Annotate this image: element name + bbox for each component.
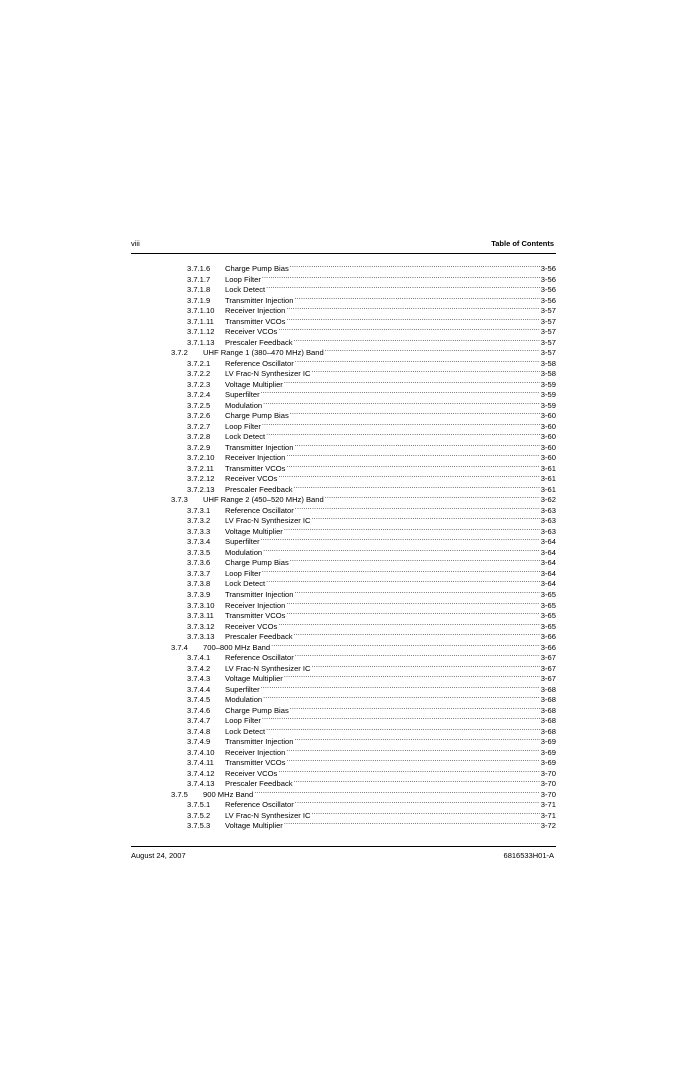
toc-entry-number: 3.7.3.13: [187, 632, 215, 642]
toc-entry-page: 3-56: [540, 274, 556, 284]
toc-entry[interactable]: [187, 324, 556, 335]
dot-leader: [286, 461, 539, 471]
toc-entry-number: 3.7.1.10: [187, 306, 215, 316]
running-header-title: Table of Contents: [491, 239, 554, 248]
toc-entry-page: 3-64: [540, 568, 556, 578]
toc-entry-page: 3-70: [540, 779, 556, 789]
toc-entry-title: Lock Detect: [225, 579, 266, 589]
header-rule: [131, 253, 556, 254]
dot-leader: [266, 724, 540, 734]
dot-leader: [284, 524, 540, 534]
toc-entry[interactable]: [187, 261, 556, 272]
toc-entry-page: 3-59: [540, 400, 556, 410]
toc-entry-number: 3.7.4.4: [187, 684, 211, 694]
dot-leader: [278, 619, 539, 629]
toc-entry-page: 3-69: [540, 747, 556, 757]
toc-entry-number: 3.7.3: [171, 495, 188, 505]
toc-entry-page: 3-67: [540, 653, 556, 663]
toc-entry[interactable]: [187, 471, 556, 482]
toc-entry-page: 3-65: [540, 611, 556, 621]
toc-entry-number: 3.7.3.8: [187, 579, 211, 589]
toc-entry[interactable]: [187, 524, 556, 535]
toc-entry-title: Modulation: [225, 400, 263, 410]
toc-entry-title: Receiver Injection: [225, 600, 286, 610]
toc-entry-number: 3.7.2.7: [187, 421, 211, 431]
toc-section-entry[interactable]: [171, 640, 556, 651]
dot-leader: [284, 818, 540, 828]
toc-entry[interactable]: [187, 629, 556, 640]
dot-leader: [286, 755, 539, 765]
toc-entry[interactable]: [187, 766, 556, 777]
toc-entry-title: Prescaler Feedback: [225, 632, 293, 642]
toc-entry-number: 3.7.3.2: [187, 516, 211, 526]
toc-entry-title: Voltage Multiplier: [225, 674, 283, 684]
toc-entry-number: 3.7.3.11: [187, 611, 214, 621]
toc-entry-number: 3.7.4.2: [187, 663, 211, 673]
toc-entry-number: 3.7.4.3: [187, 674, 211, 684]
toc-entry-number: 3.7.4.12: [187, 768, 215, 778]
toc-entry-title: Receiver Injection: [225, 747, 286, 757]
toc-entry-number: 3.7.4.8: [187, 726, 211, 736]
toc-entry-title: Receiver VCOs: [225, 768, 278, 778]
dot-leader: [278, 766, 539, 776]
toc-entry-title: Lock Detect: [225, 726, 266, 736]
toc-entry[interactable]: [187, 682, 556, 693]
dot-leader: [254, 787, 540, 797]
toc-entry[interactable]: [187, 619, 556, 630]
toc-section-entry[interactable]: [171, 492, 556, 503]
toc-entry[interactable]: [187, 482, 556, 493]
toc-entry-title: Modulation: [225, 547, 263, 557]
toc-entry[interactable]: [187, 661, 556, 672]
toc-entry-number: 3.7.4.10: [187, 747, 215, 757]
toc-entry[interactable]: [187, 692, 556, 703]
toc-entry-title: Reference Oscillator: [225, 653, 294, 663]
toc-entry-title: LV Frac-N Synthesizer IC: [225, 369, 311, 379]
toc-entry-title: Transmitter VCOs: [225, 463, 286, 473]
toc-entry-number: 3.7.3.3: [187, 526, 211, 536]
dot-leader: [266, 282, 540, 292]
toc-entry[interactable]: [187, 703, 556, 714]
dot-leader: [295, 503, 540, 513]
toc-entry[interactable]: [187, 398, 556, 409]
toc-entry[interactable]: [187, 724, 556, 735]
toc-entry-title: Reference Oscillator: [225, 358, 294, 368]
toc-entry-number: 3.7.4.11: [187, 758, 214, 768]
toc-entry-number: 3.7.1.9: [187, 295, 211, 305]
toc-entry[interactable]: [187, 513, 556, 524]
dot-leader: [261, 534, 540, 544]
toc-entry[interactable]: [187, 576, 556, 587]
toc-entry-number: 3.7.4.6: [187, 705, 211, 715]
toc-entry-page: 3-59: [540, 390, 556, 400]
toc-entry-page: 3-65: [540, 589, 556, 599]
dot-leader: [290, 261, 540, 271]
toc-entry-number: 3.7.5.1: [187, 800, 211, 810]
toc-section-entry[interactable]: [171, 787, 556, 798]
toc-entry-number: 3.7.2.9: [187, 442, 211, 452]
toc-entry[interactable]: [187, 461, 556, 472]
toc-entry-page: 3-67: [540, 663, 556, 673]
toc-entry[interactable]: [187, 450, 556, 461]
dot-leader: [271, 640, 540, 650]
toc-entry-title: Transmitter VCOs: [225, 316, 286, 326]
toc-entry-number: 3.7.1.12: [187, 327, 215, 337]
toc-entry[interactable]: [187, 293, 556, 304]
toc-entry-page: 3-72: [540, 821, 556, 831]
toc-entry-page: 3-64: [540, 537, 556, 547]
toc-entry-number: 3.7.2.13: [187, 484, 215, 494]
toc-entry-title: Transmitter Injection: [225, 737, 294, 747]
toc-entry-title: Receiver VCOs: [225, 474, 278, 484]
toc-entry-page: 3-61: [540, 463, 556, 473]
toc-entry-title: Modulation: [225, 695, 263, 705]
toc-entry-number: 3.7.2.2: [187, 369, 211, 379]
toc-entry-title: Lock Detect: [225, 285, 266, 295]
toc-entry-number: 3.7.2.1: [187, 358, 211, 368]
toc-entry-title: Voltage Multiplier: [225, 821, 283, 831]
dot-leader: [262, 419, 540, 429]
toc-entry[interactable]: [187, 755, 556, 766]
dot-leader: [286, 598, 539, 608]
toc-entry-page: 3-56: [540, 285, 556, 295]
toc-entry-number: 3.7.4.9: [187, 737, 211, 747]
dot-leader: [312, 366, 540, 376]
toc-entry[interactable]: [187, 797, 556, 808]
dot-leader: [262, 713, 540, 723]
toc-entry-number: 3.7.3.12: [187, 621, 215, 631]
toc-entry-page: 3-59: [540, 379, 556, 389]
toc-entry-page: 3-58: [540, 369, 556, 379]
toc-entry[interactable]: [187, 366, 556, 377]
toc-entry-page: 3-64: [540, 579, 556, 589]
toc-entry-page: 3-58: [540, 358, 556, 368]
toc-entry-page: 3-68: [540, 716, 556, 726]
toc-entry-title: Loop Filter: [225, 421, 261, 431]
toc-entry-title: Receiver VCOs: [225, 621, 278, 631]
toc-entry-title: Voltage Multiplier: [225, 526, 283, 536]
toc-entry-title: Transmitter Injection: [225, 589, 294, 599]
toc-entry[interactable]: [187, 587, 556, 598]
toc-entry-page: 3-60: [540, 432, 556, 442]
toc-entry-page: 3-57: [540, 348, 556, 358]
toc-entry-number: 3.7.2.12: [187, 474, 215, 484]
dot-leader: [290, 703, 540, 713]
toc-entry-title: Transmitter Injection: [225, 295, 294, 305]
toc-entry-number: 3.7.3.5: [187, 547, 211, 557]
toc-entry-page: 3-67: [540, 674, 556, 684]
toc-entry[interactable]: [187, 818, 556, 829]
toc-entry-title: Receiver Injection: [225, 453, 286, 463]
toc-entry-page: 3-71: [540, 800, 556, 810]
dot-leader: [312, 808, 540, 818]
toc-entry-number: 3.7.2: [171, 348, 188, 358]
toc-entry[interactable]: [187, 408, 556, 419]
toc-entry[interactable]: [187, 734, 556, 745]
toc-entry[interactable]: [187, 440, 556, 451]
dot-leader: [261, 682, 540, 692]
toc-entry-title: Loop Filter: [225, 716, 261, 726]
toc-entry-number: 3.7.4.7: [187, 716, 211, 726]
toc-entry-title: Receiver VCOs: [225, 327, 278, 337]
toc-entry[interactable]: [187, 745, 556, 756]
toc-entry-page: 3-57: [540, 337, 556, 347]
toc-entry-page: 3-68: [540, 695, 556, 705]
toc-entry-title: Receiver Injection: [225, 306, 286, 316]
toc-entry-page: 3-60: [540, 453, 556, 463]
toc-entry-number: 3.7.4: [171, 642, 188, 652]
toc-entry-page: 3-68: [540, 684, 556, 694]
toc-entry-page: 3-68: [540, 705, 556, 715]
toc-entry[interactable]: [187, 598, 556, 609]
toc-entry[interactable]: [187, 534, 556, 545]
toc-entry-number: 3.7.3.10: [187, 600, 215, 610]
toc-entry-title: LV Frac-N Synthesizer IC: [225, 663, 311, 673]
toc-entry[interactable]: [187, 272, 556, 283]
footer-rule: [131, 846, 556, 847]
toc-entry-number: 3.7.2.3: [187, 379, 211, 389]
toc-entry-number: 3.7.1.8: [187, 285, 211, 295]
dot-leader: [286, 314, 539, 324]
toc-entry-title: Transmitter Injection: [225, 442, 294, 452]
toc-entry[interactable]: [187, 303, 556, 314]
dot-leader: [295, 650, 540, 660]
toc-entry-page: 3-69: [540, 737, 556, 747]
toc-entry-number: 3.7.3.6: [187, 558, 211, 568]
toc-entry-title: Charge Pump Bias: [225, 705, 289, 715]
dot-leader: [263, 545, 540, 555]
dot-leader: [295, 293, 540, 303]
dot-leader: [262, 566, 540, 576]
toc-entry-page: 3-57: [540, 306, 556, 316]
toc-entry-title: 700–800 MHz Band: [203, 642, 271, 652]
dot-leader: [284, 671, 540, 681]
toc-entry-number: 3.7.4.5: [187, 695, 211, 705]
toc-entry[interactable]: [187, 713, 556, 724]
toc-entry-page: 3-64: [540, 558, 556, 568]
toc-entry-number: 3.7.2.4: [187, 390, 211, 400]
toc-entry-title: UHF Range 1 (380–470 MHz) Band: [203, 348, 324, 358]
toc-entry-page: 3-63: [540, 526, 556, 536]
dot-leader: [290, 408, 540, 418]
footer-date: August 24, 2007: [131, 851, 186, 860]
toc-entry[interactable]: [187, 545, 556, 556]
toc-entry-number: 3.7.2.6: [187, 411, 211, 421]
toc-entry-title: Superfilter: [225, 537, 260, 547]
dot-leader: [286, 450, 539, 460]
toc-entry[interactable]: [187, 650, 556, 661]
dot-leader: [286, 303, 539, 313]
toc-entry-number: 3.7.5.3: [187, 821, 211, 831]
toc-entry-number: 3.7.4.1: [187, 653, 211, 663]
dot-leader: [286, 608, 539, 618]
toc-entry-title: Reference Oscillator: [225, 800, 294, 810]
toc-entry[interactable]: [187, 282, 556, 293]
toc-entry-page: 3-60: [540, 442, 556, 452]
toc-entry[interactable]: [187, 808, 556, 819]
toc-entry[interactable]: [187, 503, 556, 514]
toc-entry-number: 3.7.3.1: [187, 505, 211, 515]
toc-entry-page: 3-69: [540, 758, 556, 768]
toc-entry-page: 3-61: [540, 484, 556, 494]
toc-entry-page: 3-66: [540, 632, 556, 642]
toc-entry-title: Transmitter VCOs: [225, 611, 286, 621]
dot-leader: [294, 629, 540, 639]
toc-entry[interactable]: [187, 555, 556, 566]
toc-entry-number: 3.7.1.6: [187, 264, 211, 273]
dot-leader: [294, 335, 540, 345]
dot-leader: [263, 398, 540, 408]
toc-entry-number: 3.7.3.7: [187, 568, 211, 578]
toc-entry-title: LV Frac-N Synthesizer IC: [225, 516, 311, 526]
dot-leader: [286, 745, 539, 755]
page-number: viii: [131, 239, 140, 248]
toc-entry-title: LV Frac-N Synthesizer IC: [225, 810, 311, 820]
toc-entry-title: Prescaler Feedback: [225, 337, 293, 347]
toc-entry-page: 3-70: [540, 768, 556, 778]
dot-leader: [312, 513, 540, 523]
toc-entry-page: 3-56: [540, 295, 556, 305]
dot-leader: [278, 471, 539, 481]
toc-entry[interactable]: [187, 776, 556, 787]
toc-entry-page: 3-63: [540, 516, 556, 526]
toc-entry-number: 3.7.2.5: [187, 400, 211, 410]
dot-leader: [295, 587, 540, 597]
toc-entry-title: Charge Pump Bias: [225, 264, 289, 273]
toc-entry[interactable]: [187, 608, 556, 619]
toc-entry[interactable]: [187, 356, 556, 367]
dot-leader: [263, 692, 540, 702]
dot-leader: [295, 440, 540, 450]
toc-entry-number: 3.7.2.10: [187, 453, 215, 463]
toc-entry-title: Loop Filter: [225, 274, 261, 284]
toc-entry[interactable]: [187, 429, 556, 440]
dot-leader: [325, 492, 540, 502]
dot-leader: [295, 734, 540, 744]
dot-leader: [284, 377, 540, 387]
toc-entry-title: Lock Detect: [225, 432, 266, 442]
toc-entry-title: Loop Filter: [225, 568, 261, 578]
toc-entry[interactable]: [187, 335, 556, 346]
toc-entry-page: 3-65: [540, 600, 556, 610]
toc-entry-page: 3-64: [540, 547, 556, 557]
toc-entry-page: 3-71: [540, 810, 556, 820]
dot-leader: [294, 776, 540, 786]
toc-entry-number: 3.7.3.9: [187, 589, 211, 599]
dot-leader: [278, 324, 539, 334]
toc-entry-page: 3-61: [540, 474, 556, 484]
toc-entry-title: Reference Oscillator: [225, 505, 294, 515]
toc-entry-number: 3.7.5.2: [187, 810, 211, 820]
toc-entry-title: Charge Pump Bias: [225, 411, 289, 421]
toc-entry-number: 3.7.1.11: [187, 316, 214, 326]
toc-entry[interactable]: [187, 377, 556, 388]
toc-entry-number: 3.7.2.11: [187, 463, 214, 473]
toc-entry-title: Superfilter: [225, 390, 260, 400]
toc-entry-page: 3-60: [540, 421, 556, 431]
dot-leader: [295, 797, 540, 807]
dot-leader: [312, 661, 540, 671]
dot-leader: [325, 345, 540, 355]
toc-entry-title: Charge Pump Bias: [225, 558, 289, 568]
toc-entry-page: 3-56: [540, 264, 556, 273]
toc-entry[interactable]: [187, 566, 556, 577]
toc-entry[interactable]: [187, 671, 556, 682]
toc-entry-page: 3-60: [540, 411, 556, 421]
toc-section-entry[interactable]: [171, 345, 556, 356]
toc-entry-title: Prescaler Feedback: [225, 484, 293, 494]
toc-entry-title: 900 MHz Band: [203, 789, 254, 799]
toc-entry-page: 3-57: [540, 316, 556, 326]
toc-entry-number: 3.7.5: [171, 789, 188, 799]
table-of-contents: [0, 261, 695, 829]
toc-entry[interactable]: [187, 419, 556, 430]
toc-entry-title: Prescaler Feedback: [225, 779, 293, 789]
toc-entry[interactable]: [187, 314, 556, 325]
toc-entry-page: 3-57: [540, 327, 556, 337]
dot-leader: [266, 429, 540, 439]
dot-leader: [262, 272, 540, 282]
toc-entry-page: 3-68: [540, 726, 556, 736]
toc-entry-number: 3.7.4.13: [187, 779, 215, 789]
toc-entry-page: 3-62: [540, 495, 556, 505]
toc-entry-page: 3-66: [540, 642, 556, 652]
dot-leader: [261, 387, 540, 397]
footer-doc-id: 6816533H01-A: [503, 851, 554, 860]
toc-entry-number: 3.7.1.7: [187, 274, 211, 284]
toc-entry-number: 3.7.3.4: [187, 537, 211, 547]
dot-leader: [295, 356, 540, 366]
dot-leader: [266, 576, 540, 586]
toc-entry-title: Transmitter VCOs: [225, 758, 286, 768]
toc-entry-title: Superfilter: [225, 684, 260, 694]
toc-entry-title: Voltage Multiplier: [225, 379, 283, 389]
toc-entry-page: 3-65: [540, 621, 556, 631]
dot-leader: [294, 482, 540, 492]
toc-entry-number: 3.7.2.8: [187, 432, 211, 442]
toc-entry-number: 3.7.1.13: [187, 337, 215, 347]
toc-entry-title: UHF Range 2 (450–520 MHz) Band: [203, 495, 324, 505]
toc-entry[interactable]: [187, 387, 556, 398]
dot-leader: [290, 555, 540, 565]
toc-entry-page: 3-70: [540, 789, 556, 799]
toc-entry-page: 3-63: [540, 505, 556, 515]
